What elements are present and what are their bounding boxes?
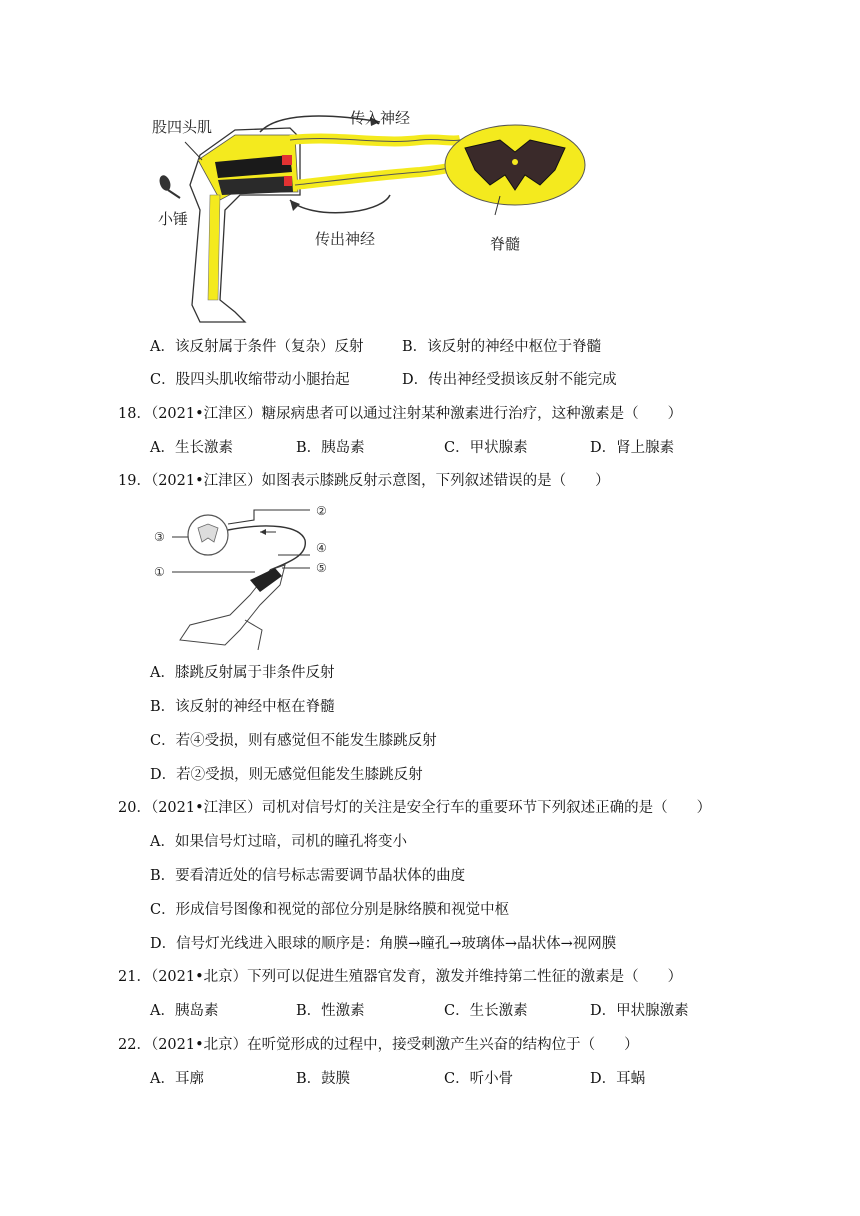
knee-reflex-numbered-figure [150,500,350,650]
q20-option-d[interactable]: D．信号灯光线进入眼球的顺序是：角膜→瞳孔→玻璃体→晶状体→视网膜 [150,936,617,952]
label-hammer: 小锤 [158,210,189,228]
svg-text:③: ③ [154,530,165,544]
q20-option-c[interactable]: C．形成信号图像和视觉的部位分别是脉络膜和视觉中枢 [150,902,510,918]
q21-option-b[interactable]: B．性激素 [296,1003,365,1019]
label-spinal-cord: 脊髓 [490,235,521,253]
q17-option-b[interactable]: B．该反射的神经中枢位于脊髓 [402,339,602,355]
q18-option-b[interactable]: B．胰岛素 [296,440,365,456]
marker-3 [154,530,165,544]
marker-1 [154,565,165,579]
marker-5 [316,561,327,575]
q17-option-a[interactable]: A．该反射属于条件（复杂）反射 [150,339,364,355]
knee-reflex-figure [140,100,600,332]
q19-option-c[interactable]: C．若④受损，则有感觉但不能发生膝跳反射 [150,733,437,749]
q19-option-d[interactable]: D．若②受损，则无感觉但能发生膝跳反射 [150,767,423,783]
q18-stem: 18．（2021•江津区）糖尿病患者可以通过注射某种激素进行治疗，这种激素是（ ） [118,406,683,422]
q17-option-c[interactable]: C．股四头肌收缩带动小腿抬起 [150,372,350,388]
label-efferent-nerve: 传出神经 [315,230,376,248]
q19-stem: 19．（2021•江津区）如图表示膝跳反射示意图，下列叙述错误的是（ ） [118,473,610,489]
q18-option-c[interactable]: C．甲状腺素 [444,440,528,456]
q22-option-d[interactable]: D．耳蜗 [590,1071,646,1087]
svg-text:⑤: ⑤ [316,561,327,575]
marker-2 [316,504,327,518]
q22-option-a[interactable]: A．耳廓 [150,1071,204,1087]
q18-option-d[interactable]: D．肾上腺素 [590,440,675,456]
q22-option-c[interactable]: C．听小骨 [444,1071,514,1087]
q21-option-d[interactable]: D．甲状腺激素 [590,1003,689,1019]
q20-option-a[interactable]: A．如果信号灯过暗，司机的瞳孔将变小 [150,834,407,850]
q21-option-a[interactable]: A．胰岛素 [150,1003,219,1019]
q21-stem: 21．（2021•北京）下列可以促进生殖器官发育，激发并维持第二性征的激素是（ ） [118,969,683,985]
marker-4 [316,541,327,555]
q20-stem: 20．（2021•江津区）司机对信号灯的关注是安全行车的重要环节下列叙述正确的是（ ） [118,800,712,816]
svg-text:④: ④ [316,541,327,555]
q22-option-b[interactable]: B．鼓膜 [296,1071,351,1087]
q20-option-b[interactable]: B．要看清近处的信号标志需要调节晶状体的曲度 [150,868,466,884]
svg-text:②: ② [316,504,327,518]
q18-option-a[interactable]: A．生长激素 [150,440,233,456]
q19-option-a[interactable]: A．膝跳反射属于非条件反射 [150,665,335,681]
q22-stem: 22．（2021•北京）在听觉形成的过程中，接受刺激产生兴奋的结构位于（ ） [118,1037,639,1053]
q17-option-d[interactable]: D．传出神经受损该反射不能完成 [402,372,617,388]
svg-text:①: ① [154,565,165,579]
q21-option-c[interactable]: C．生长激素 [444,1003,528,1019]
label-afferent-nerve: 传入神经 [350,109,411,127]
q19-option-b[interactable]: B．该反射的神经中枢在脊髓 [150,699,335,715]
label-quadriceps: 股四头肌 [152,118,213,136]
